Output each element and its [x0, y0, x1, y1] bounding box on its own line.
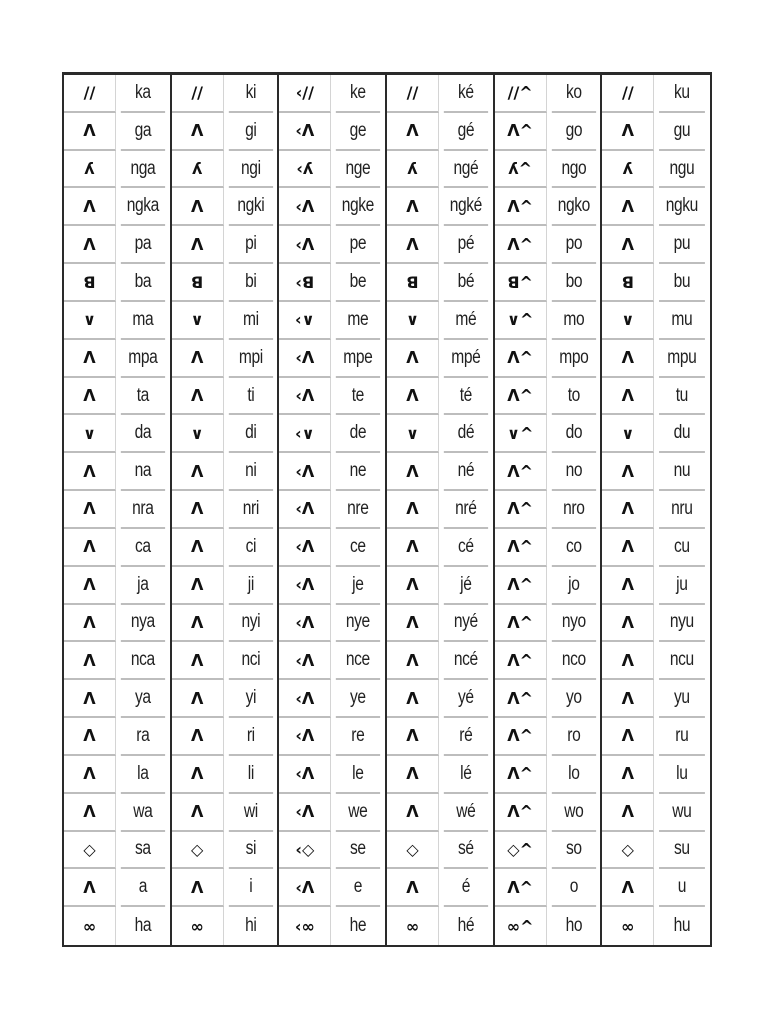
- script-glyph: ᐱ^: [495, 642, 547, 680]
- latin-syllable: ga: [121, 113, 165, 151]
- script-glyph: ʎ^: [495, 151, 547, 189]
- latin-syllable: co: [551, 529, 595, 567]
- script-glyph: ‹ᐱ: [279, 340, 331, 378]
- script-glyph: ᐱ: [602, 794, 654, 832]
- latin-syllable: mpo: [551, 340, 595, 378]
- vowel-column: [387, 75, 495, 945]
- latin-syllable: bo: [551, 264, 595, 302]
- latin-syllable: ncu: [659, 642, 705, 680]
- script-glyph: ∨: [172, 302, 224, 340]
- script-glyph: ◇: [387, 832, 439, 870]
- latin-syllable: ré: [444, 718, 488, 756]
- script-glyph: ᐱ^: [495, 680, 547, 718]
- script-glyph: ◇: [172, 832, 224, 870]
- script-glyph: ‹ʎ: [279, 151, 331, 189]
- latin-syllable: yu: [659, 680, 705, 718]
- latin-syllable: hé: [457, 915, 475, 937]
- latin-syllable: nga: [121, 151, 165, 189]
- latin-syllable: nu: [659, 453, 705, 491]
- script-glyph: ᐱ: [387, 756, 439, 794]
- latin-syllable: u: [659, 869, 705, 907]
- script-glyph: ∞^: [495, 907, 547, 945]
- latin-syllable: nru: [659, 491, 705, 529]
- latin-syllable: so: [551, 832, 595, 870]
- latin-syllable: bu: [659, 264, 705, 302]
- latin-syllable: ri: [228, 718, 272, 756]
- latin-syllable: ya: [121, 680, 165, 718]
- script-glyph: ‹ᐱ: [279, 869, 331, 907]
- script-glyph: ᐱ: [387, 605, 439, 643]
- latin-syllable: bi: [228, 264, 272, 302]
- script-glyph: ᐱ: [172, 567, 224, 605]
- latin-syllable: ca: [121, 529, 165, 567]
- script-glyph: ᐱ: [387, 378, 439, 416]
- latin-syllable: du: [659, 415, 705, 453]
- latin-syllable: to: [551, 378, 595, 416]
- script-glyph: ᐱ: [64, 113, 116, 151]
- script-glyph: ᐱ: [602, 869, 654, 907]
- script-glyph: ᐱ: [602, 756, 654, 794]
- script-glyph: //: [387, 75, 439, 113]
- script-glyph: ◇: [602, 832, 654, 870]
- script-glyph: ꓭ: [387, 264, 439, 302]
- latin-syllable: mo: [551, 302, 595, 340]
- script-glyph: ᐱ^: [495, 226, 547, 264]
- latin-syllable: ko: [551, 75, 595, 113]
- latin-syllable: nro: [551, 491, 595, 529]
- script-glyph: ‹∨: [279, 415, 331, 453]
- latin-syllable: dé: [444, 415, 488, 453]
- latin-syllable: nré: [444, 491, 488, 529]
- script-glyph: ᐱ: [602, 718, 654, 756]
- latin-syllable: cu: [659, 529, 705, 567]
- latin-syllable: yé: [444, 680, 488, 718]
- latin-syllable: nye: [336, 605, 380, 643]
- script-glyph: ᐱ^: [495, 378, 547, 416]
- script-glyph: ᐱ: [387, 680, 439, 718]
- script-glyph: ∨: [387, 415, 439, 453]
- script-glyph: ‹∨: [279, 302, 331, 340]
- script-glyph: ᐱ: [64, 453, 116, 491]
- script-glyph: ᐱ: [64, 529, 116, 567]
- latin-syllable: da: [121, 415, 165, 453]
- script-glyph: ∨: [64, 415, 116, 453]
- script-glyph: ‹◇: [279, 832, 331, 870]
- latin-syllable: na: [121, 453, 165, 491]
- latin-syllable: wa: [121, 794, 165, 832]
- script-glyph: ᐱ: [64, 718, 116, 756]
- latin-syllable: ho: [565, 915, 582, 937]
- latin-syllable: nyi: [228, 605, 272, 643]
- latin-syllable: nco: [551, 642, 595, 680]
- script-glyph: ‹ᐱ: [279, 756, 331, 794]
- latin-syllable: la: [121, 756, 165, 794]
- latin-syllable: ta: [121, 378, 165, 416]
- latin-syllable: te: [336, 378, 380, 416]
- latin-syllable: o: [551, 869, 595, 907]
- latin-syllable: cé: [444, 529, 488, 567]
- latin-syllable: yi: [228, 680, 272, 718]
- script-glyph: ʎ: [602, 151, 654, 189]
- script-glyph: ᐱ: [64, 756, 116, 794]
- latin-syllable: le: [336, 756, 380, 794]
- script-glyph: //: [172, 75, 224, 113]
- latin-syllable: mpi: [228, 340, 272, 378]
- script-glyph: ‹ᐱ: [279, 605, 331, 643]
- script-glyph: ᐱ: [387, 567, 439, 605]
- script-glyph: ᐱ: [387, 226, 439, 264]
- latin-syllable: e: [336, 869, 380, 907]
- script-glyph: ᐱ: [64, 378, 116, 416]
- script-glyph: ᐱ^: [495, 794, 547, 832]
- latin-syllable: do: [551, 415, 595, 453]
- script-glyph: ‹ᐱ: [279, 491, 331, 529]
- script-glyph: ᐱ^: [495, 605, 547, 643]
- latin-syllable: po: [551, 226, 595, 264]
- latin-syllable: sa: [121, 832, 165, 870]
- latin-syllable: pi: [228, 226, 272, 264]
- script-glyph: ᐱ: [172, 680, 224, 718]
- script-glyph: ᐱ: [602, 453, 654, 491]
- latin-syllable: wé: [444, 794, 488, 832]
- script-glyph: ᐱ: [172, 605, 224, 643]
- script-glyph: ᐱ: [602, 680, 654, 718]
- latin-syllable: mpa: [121, 340, 165, 378]
- latin-syllable: ke: [336, 75, 380, 113]
- script-glyph: ᐱ: [387, 113, 439, 151]
- script-glyph: ᐱ: [172, 718, 224, 756]
- latin-syllable: mpu: [659, 340, 705, 378]
- latin-syllable: ka: [121, 75, 165, 113]
- script-glyph: ‹ᐱ: [279, 680, 331, 718]
- script-glyph: ᐱ: [602, 378, 654, 416]
- latin-syllable: ngké: [444, 188, 488, 226]
- latin-syllable: mu: [659, 302, 705, 340]
- latin-syllable: ngke: [336, 188, 380, 226]
- script-glyph: ᐱ: [387, 340, 439, 378]
- script-glyph: ᐱ: [172, 491, 224, 529]
- script-glyph: ᐱ: [602, 642, 654, 680]
- latin-syllable: pé: [444, 226, 488, 264]
- latin-syllable: ge: [336, 113, 380, 151]
- vowel-column: [602, 75, 710, 945]
- script-glyph: ‹ᐱ: [279, 529, 331, 567]
- script-glyph: //: [602, 75, 654, 113]
- script-glyph: ᐱ: [64, 680, 116, 718]
- script-glyph: ᐱ: [602, 491, 654, 529]
- script-glyph: ᐱ: [172, 529, 224, 567]
- latin-syllable: no: [551, 453, 595, 491]
- latin-syllable: me: [336, 302, 380, 340]
- script-glyph: ʎ: [387, 151, 439, 189]
- script-glyph: ᐱ: [64, 226, 116, 264]
- script-glyph: ∞: [172, 907, 224, 945]
- script-glyph: ᐱ: [387, 491, 439, 529]
- latin-syllable: yo: [551, 680, 595, 718]
- latin-syllable: lo: [551, 756, 595, 794]
- script-glyph: ∨: [387, 302, 439, 340]
- latin-syllable: re: [336, 718, 380, 756]
- latin-syllable: je: [336, 567, 380, 605]
- script-glyph: ᐱ: [387, 188, 439, 226]
- vowel-column: [279, 75, 387, 945]
- script-glyph: ᐱ: [64, 567, 116, 605]
- script-glyph: ᐱ: [172, 794, 224, 832]
- latin-syllable: pa: [121, 226, 165, 264]
- latin-syllable: di: [228, 415, 272, 453]
- script-glyph: ‹ᐱ: [279, 642, 331, 680]
- latin-syllable: ki: [228, 75, 272, 113]
- script-glyph: ‹ᐱ: [279, 113, 331, 151]
- latin-syllable: nra: [121, 491, 165, 529]
- script-glyph: ∨: [172, 415, 224, 453]
- script-glyph: ◇: [64, 832, 116, 870]
- script-glyph: ᐱ: [172, 642, 224, 680]
- latin-syllable: ja: [121, 567, 165, 605]
- latin-syllable: pu: [659, 226, 705, 264]
- script-glyph: //^: [495, 75, 547, 113]
- latin-syllable: wi: [228, 794, 272, 832]
- script-glyph: ‹ᐱ: [279, 226, 331, 264]
- script-glyph: ᐱ: [172, 226, 224, 264]
- script-glyph: ʎ: [172, 151, 224, 189]
- latin-syllable: ngo: [551, 151, 595, 189]
- latin-syllable: ji: [228, 567, 272, 605]
- latin-syllable: su: [659, 832, 705, 870]
- latin-syllable: ye: [336, 680, 380, 718]
- latin-syllable: hu: [673, 915, 691, 937]
- latin-syllable: ti: [228, 378, 272, 416]
- latin-syllable: té: [444, 378, 488, 416]
- latin-syllable: li: [228, 756, 272, 794]
- latin-syllable: wu: [659, 794, 705, 832]
- latin-syllable: de: [336, 415, 380, 453]
- latin-syllable: ba: [121, 264, 165, 302]
- latin-syllable: ju: [659, 567, 705, 605]
- latin-syllable: nre: [336, 491, 380, 529]
- script-glyph: ᐱ^: [495, 869, 547, 907]
- latin-syllable: ci: [228, 529, 272, 567]
- latin-syllable: be: [336, 264, 380, 302]
- script-glyph: ᐱ: [172, 378, 224, 416]
- script-glyph: ᐱ: [64, 869, 116, 907]
- script-glyph: ᐱ: [602, 605, 654, 643]
- latin-syllable: nyo: [551, 605, 595, 643]
- latin-syllable: nci: [228, 642, 272, 680]
- script-glyph: ᐱ: [387, 794, 439, 832]
- latin-syllable: mpé: [444, 340, 488, 378]
- script-glyph: //: [64, 75, 116, 113]
- latin-syllable: nri: [228, 491, 272, 529]
- script-glyph: ᐱ: [602, 529, 654, 567]
- latin-syllable: jé: [444, 567, 488, 605]
- latin-syllable: tu: [659, 378, 705, 416]
- script-glyph: ᐱ: [387, 453, 439, 491]
- latin-syllable: ké: [444, 75, 488, 113]
- latin-syllable: ra: [121, 718, 165, 756]
- latin-syllable: ne: [336, 453, 380, 491]
- script-glyph: ᐱ: [64, 794, 116, 832]
- script-glyph: ᐱ^: [495, 113, 547, 151]
- script-glyph: ᐱ: [602, 226, 654, 264]
- latin-syllable: gu: [659, 113, 705, 151]
- latin-syllable: jo: [551, 567, 595, 605]
- script-glyph: ∞: [64, 907, 116, 945]
- script-glyph: ‹ᐱ: [279, 378, 331, 416]
- script-glyph: ᐱ: [64, 605, 116, 643]
- script-glyph: ᐱ: [602, 567, 654, 605]
- script-glyph: ᐱ: [387, 642, 439, 680]
- script-glyph: ᐱ^: [495, 718, 547, 756]
- script-glyph: ᐱ^: [495, 453, 547, 491]
- latin-syllable: nyu: [659, 605, 705, 643]
- script-glyph: ʎ: [64, 151, 116, 189]
- script-glyph: ᐱ: [172, 340, 224, 378]
- latin-syllable: ngku: [659, 188, 705, 226]
- script-glyph: ‹∞: [279, 907, 331, 945]
- vowel-column: [64, 75, 172, 945]
- script-glyph: ‹ᐱ: [279, 188, 331, 226]
- script-glyph: ᐱ: [64, 642, 116, 680]
- script-glyph: ∨: [602, 302, 654, 340]
- script-glyph: ᐱ^: [495, 567, 547, 605]
- latin-syllable: mé: [444, 302, 488, 340]
- latin-syllable: a: [121, 869, 165, 907]
- script-glyph: ᐱ: [602, 113, 654, 151]
- latin-syllable: mpe: [336, 340, 380, 378]
- script-glyph: ꓭ: [602, 264, 654, 302]
- latin-syllable: ni: [228, 453, 272, 491]
- latin-syllable: ro: [551, 718, 595, 756]
- script-glyph: ᐱ^: [495, 340, 547, 378]
- latin-syllable: sé: [444, 832, 488, 870]
- latin-syllable: ncé: [444, 642, 488, 680]
- latin-syllable: ngé: [444, 151, 488, 189]
- latin-syllable: ngko: [551, 188, 595, 226]
- script-glyph: ∞: [602, 907, 654, 945]
- latin-syllable: ha: [134, 915, 152, 937]
- script-glyph: ‹ꓭ: [279, 264, 331, 302]
- latin-syllable: we: [336, 794, 380, 832]
- vowel-column: [172, 75, 280, 945]
- latin-syllable: lé: [444, 756, 488, 794]
- latin-syllable: nca: [121, 642, 165, 680]
- latin-syllable: se: [336, 832, 380, 870]
- script-glyph: ꓭ^: [495, 264, 547, 302]
- latin-syllable: é: [444, 869, 488, 907]
- latin-syllable: nya: [121, 605, 165, 643]
- latin-syllable: nge: [336, 151, 380, 189]
- script-glyph: ᐱ: [64, 340, 116, 378]
- script-glyph: ∨: [64, 302, 116, 340]
- latin-syllable: go: [551, 113, 595, 151]
- latin-syllable: ma: [121, 302, 165, 340]
- script-glyph: ‹ᐱ: [279, 718, 331, 756]
- script-glyph: ‹ᐱ: [279, 794, 331, 832]
- script-glyph: ‹ᐱ: [279, 567, 331, 605]
- script-glyph: ꓭ: [64, 264, 116, 302]
- vowel-column: [495, 75, 603, 945]
- script-glyph: ᐱ: [172, 113, 224, 151]
- script-glyph: ᐱ: [602, 188, 654, 226]
- script-glyph: ᐱ: [172, 453, 224, 491]
- script-glyph: ᐱ: [387, 718, 439, 756]
- latin-syllable: ngi: [228, 151, 272, 189]
- script-glyph: ‹ᐱ: [279, 453, 331, 491]
- script-glyph: ∨^: [495, 302, 547, 340]
- script-glyph: ᐱ: [387, 869, 439, 907]
- latin-syllable: ngki: [228, 188, 272, 226]
- latin-syllable: hi: [244, 915, 257, 937]
- latin-syllable: gi: [228, 113, 272, 151]
- latin-syllable: he: [349, 915, 367, 937]
- latin-syllable: ngu: [659, 151, 705, 189]
- script-glyph: ᐱ: [172, 188, 224, 226]
- latin-syllable: bé: [444, 264, 488, 302]
- script-glyph: ᐱ: [64, 491, 116, 529]
- latin-syllable: ru: [659, 718, 705, 756]
- script-glyph: ᐱ^: [495, 491, 547, 529]
- script-glyph: ᐱ^: [495, 529, 547, 567]
- latin-syllable: gé: [444, 113, 488, 151]
- script-glyph: ∨^: [495, 415, 547, 453]
- latin-syllable: ngka: [121, 188, 165, 226]
- latin-syllable: wo: [551, 794, 595, 832]
- script-glyph: ᐱ: [64, 188, 116, 226]
- latin-syllable: nce: [336, 642, 380, 680]
- script-glyph: ᐱ: [387, 529, 439, 567]
- script-glyph: ᐱ^: [495, 188, 547, 226]
- script-glyph: ᐱ: [172, 756, 224, 794]
- latin-syllable: ce: [336, 529, 380, 567]
- script-glyph: ꓭ: [172, 264, 224, 302]
- script-glyph: ᐱ: [172, 869, 224, 907]
- latin-syllable: nyé: [444, 605, 488, 643]
- latin-syllable: né: [444, 453, 488, 491]
- script-glyph: ∨: [602, 415, 654, 453]
- latin-syllable: si: [228, 832, 272, 870]
- script-glyph: ᐱ: [602, 340, 654, 378]
- script-glyph: ᐱ^: [495, 756, 547, 794]
- script-glyph: ∞: [387, 907, 439, 945]
- latin-syllable: i: [228, 869, 272, 907]
- latin-syllable: mi: [228, 302, 272, 340]
- script-glyph: ◇^: [495, 832, 547, 870]
- syllabary-table: [62, 72, 712, 947]
- latin-syllable: ku: [659, 75, 705, 113]
- script-glyph: ‹//: [279, 75, 331, 113]
- latin-syllable: lu: [659, 756, 705, 794]
- latin-syllable: pe: [336, 226, 380, 264]
